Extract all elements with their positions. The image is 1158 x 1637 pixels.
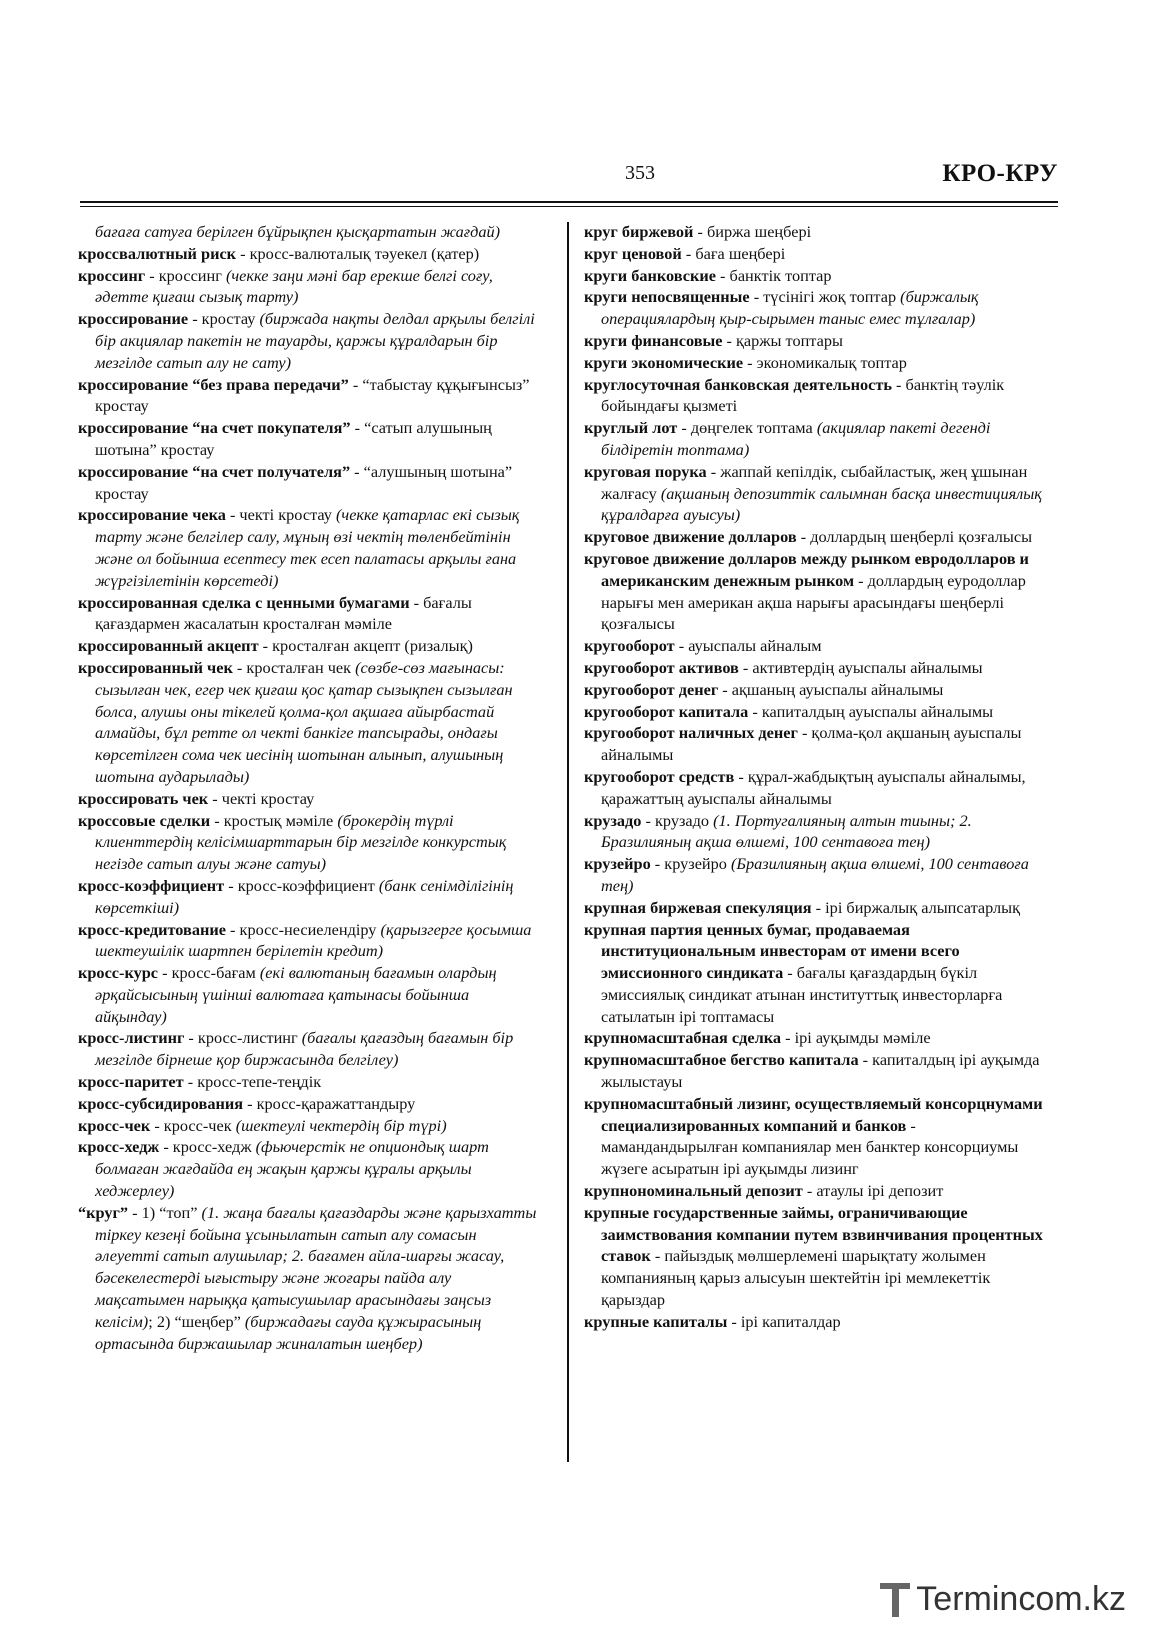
entry-term: круги экономические (584, 352, 744, 372)
entry-term: кроссирование “без права передачи” (78, 374, 349, 394)
entry-term: кроссвалютный риск (78, 243, 237, 263)
entry-term: кроссировать чек (78, 788, 209, 808)
entry-definition: - кросс-бағам (158, 963, 260, 983)
dictionary-entry (78, 1202, 543, 1355)
entry-definition: - баға шеңбері (681, 243, 786, 263)
dictionary-entry (78, 417, 543, 461)
entry-term: кругооборот (584, 636, 675, 656)
dictionary-entry (78, 1136, 543, 1201)
dictionary-entry (78, 810, 543, 875)
dictionary-entry (584, 352, 1056, 374)
dictionary-entry (584, 1202, 1056, 1311)
entry-term: круговое движение долларов (584, 527, 797, 547)
watermark-text: Termincom.kz (916, 1579, 1126, 1618)
entry-term: кросс-чек (78, 1115, 151, 1135)
entry-definition: - чекті кростау (208, 788, 315, 808)
entry-definition: - кростау (188, 309, 260, 329)
entry-term: крузадо (584, 810, 642, 830)
entry-term: круги банковские (584, 265, 716, 285)
entry-definition: - ірі капиталдар (727, 1311, 841, 1331)
entry-term: кругооборот капитала (584, 701, 749, 721)
dictionary-entry (78, 308, 543, 373)
watermark (880, 1579, 1126, 1619)
dictionary-entry (584, 1093, 1056, 1180)
dictionary-entry (78, 243, 543, 265)
dictionary-entry (584, 1311, 1056, 1333)
dictionary-entry (584, 722, 1056, 766)
entry-definition: - чекті кростау (225, 505, 337, 525)
entry-term: кросс-паритет (78, 1072, 184, 1092)
page-number: 353 (625, 162, 655, 184)
entry-term: кругооборот активов (584, 657, 739, 677)
entry-note: (чекке заңи мәні бар ерекше белгі соғу, әдетте қиғаш сызық тарту) (95, 265, 493, 307)
entry-note: бағаға сатуға берілген бұйрықпен қысқартатын жағдай) (95, 222, 501, 241)
dictionary-entry (78, 1115, 543, 1137)
entry-term: кроссовые сделки (78, 810, 211, 830)
entry-definition: - ірі ауқымды мәміле (781, 1028, 931, 1048)
entry-term: кросс-субсидирования (78, 1093, 244, 1113)
dictionary-entry (584, 853, 1056, 897)
entry-term: крупномасштабный лизинг, осуществляемый консорцнумами специализированных компаний и банков (584, 1093, 1043, 1135)
entry-note: (биржалық операциялардың қыр-сырымен таныс емес тұлғалар) (601, 287, 979, 329)
entry-definition: - крузейро (650, 854, 731, 874)
entry-definition: - құрал-жабдықтың ауыспалы айналымы, қаражаттың ауыспалы айналымы (601, 766, 1026, 808)
entry-term: крупная партия ценных бумаг, продаваемая институциональным инвесторам от имени всего эмиссионного синдиката (584, 919, 960, 983)
dictionary-entry (78, 875, 543, 919)
entry-term: кросс-кредитование (78, 919, 226, 939)
dictionary-entry (78, 504, 543, 591)
entry-term: кроссирование (78, 309, 189, 329)
entry-definition: - крузадо (641, 810, 714, 830)
termincom-logo-icon (880, 1579, 914, 1619)
entry-definition: - атаулы ірі депозит (802, 1181, 944, 1201)
dictionary-entry (584, 701, 1056, 723)
entry-note: (банк сенімділігінің көрсеткіші) (95, 875, 514, 917)
dictionary-entry (584, 635, 1056, 657)
dictionary-entry (584, 679, 1056, 701)
dictionary-entry (584, 919, 1056, 1028)
entry-term: кругооборот наличных денег (584, 723, 798, 743)
dictionary-entry (584, 286, 1056, 330)
page-header (80, 150, 1058, 210)
entry-note: (акциялар пакеті дегенді білдіретін топтама) (601, 418, 991, 459)
entry-definition: - капиталдың ауыспалы айналымы (748, 701, 994, 721)
dictionary-entry (78, 635, 543, 657)
dictionary-entry (78, 919, 543, 963)
entry-definition: - жаппай кепілдік, сыбайластық, жең ұшынан жалғасу (601, 461, 1028, 503)
entry-definition: - кросс-листинг (184, 1028, 302, 1048)
entry-note: (екі валютаның бағамын олардың әрқайсысының үшінші валютаға қатынасы бойынша айқындау) (95, 963, 497, 1026)
dictionary-entry (584, 330, 1056, 352)
entry-note: (1. жаңа бағалы қағаздарды және қарызхатты тіркеу кезеңі бойына ұсынылатын сатып алу сомасын әлеуетті сатып алушылар; 2. бағамен айла-шарғы жасау, бәсекелестерді ығыстыру және жоғары пайда алу мақсатымен нарыққа қатысушылар арасындағы заңсыз келісім) (95, 1202, 537, 1331)
dictionary-entry (584, 766, 1056, 810)
dictionary-entry (78, 221, 543, 243)
entry-definition: - бағалы қағаздармен жасалатын кросталған мәміле (95, 592, 472, 634)
entry-term: крузейро (584, 854, 651, 874)
entry-definition: - ақшаның ауыспалы айналымы (718, 679, 944, 699)
dictionary-entry (584, 1027, 1056, 1049)
entry-term: круги непосвященные (584, 287, 750, 307)
entry-term: кросс-хедж (78, 1137, 160, 1157)
entry-definition: - кроссинг (145, 265, 226, 285)
entry-definition: - кросталған чек (232, 657, 356, 677)
entry-term: кроссирование “на счет покупателя” (78, 418, 351, 438)
dictionary-entry (584, 374, 1056, 418)
entry-definition: - кросс-валюталық тәуекел (қатер) (236, 243, 480, 263)
entry-note: (ақшаның депозиттік салымнан басқа инвестициялық құралдарға ауысуы) (601, 483, 1042, 525)
entry-term: круглосуточная банковская деятельность (584, 374, 892, 394)
dictionary-entry (78, 657, 543, 788)
entry-term: кроссирование “на счет получателя” (78, 461, 351, 481)
entry-definition: - қолма-қол ақшаның ауыспалы айналымы (601, 723, 1022, 765)
right-column (584, 221, 1056, 1333)
dictionary-entry (78, 374, 543, 418)
entry-term: кросс-курс (78, 963, 159, 983)
entry-note: (бағалы қағаздың бағамын бір мезгілде бірнеше қор биржасында белгілеу) (95, 1028, 514, 1070)
entry-term: крупные государственные займы, ограничивающие заимствования компании путем взвинчивания процентных ставок (584, 1202, 1043, 1266)
entry-definition: - бағалы қағаздардың бүкіл эмиссиялық синдикат атынан институттық инвесторларға сатылатын ірі топтамасы (601, 963, 1003, 1026)
dictionary-entry (584, 221, 1056, 243)
entry-definition: - кросс-несиелендіру (225, 919, 381, 939)
dictionary-entry (584, 417, 1056, 461)
entry-definition: - кросс-тепе-теңдік (183, 1072, 322, 1092)
entry-definition: - “алушының шотына” кростау (95, 461, 513, 503)
entry-definition: - экономикалық топтар (743, 352, 907, 372)
entry-definition: - доллардың шеңберлі қозғалысы (796, 527, 1033, 547)
entry-term: крупная биржевая спекуляция (584, 897, 812, 917)
entry-term: круглый лот (584, 418, 678, 438)
entry-note: (биржадағы сауда құжырасының ортасында биржашылар жиналатын шеңбер) (95, 1311, 482, 1353)
entry-definition: - активтердің ауыспалы айналымы (738, 657, 983, 677)
dictionary-entry (78, 962, 543, 1027)
entry-definition: - “сатып алушының шотына” кростау (95, 418, 492, 459)
entry-definition: - капиталдың ірі ауқымда жылыстауы (601, 1050, 1040, 1092)
entry-term: “круг” (78, 1202, 129, 1222)
dictionary-entry (584, 657, 1056, 679)
entry-term: круги финансовые (584, 330, 723, 350)
entry-term: кроссирование чека (78, 505, 226, 525)
section-range-title: КРО-КРУ (942, 160, 1058, 187)
entry-term: крупномасштабная сделка (584, 1028, 782, 1048)
dictionary-entry (584, 243, 1056, 265)
dictionary-entry (78, 265, 543, 309)
entry-term: круговое движение долларов между рынком евродолларов и американским денежным рынком (584, 548, 1029, 590)
entry-definition: - “табыстау құқығынсыз” кростау (95, 374, 530, 416)
entry-definition: - доллардың еуродоллар нарығы мен американ ақша нарығы арасындағы шеңберлі қозғалысы (601, 570, 1026, 634)
entry-definition: - кросс-қаражаттандыру (243, 1093, 416, 1113)
entry-definition: - ірі биржалық алыпсатарлық (811, 897, 1021, 917)
entry-definition: - қаржы топтары (722, 330, 843, 350)
entry-definition: - мамандандырылған компаниялар мен банктер консорциумы жүзеге асыратын ірі ауқымды лизинг (601, 1115, 1019, 1179)
entry-definition: - кросс-хедж (159, 1137, 256, 1157)
header-rule (80, 201, 1058, 203)
dictionary-entry (78, 1093, 543, 1115)
dictionary-entry (78, 788, 543, 810)
dictionary-entry (584, 897, 1056, 919)
dictionary-entry (584, 548, 1056, 635)
entry-definition: - ауыспалы айналым (674, 636, 822, 656)
dictionary-entry (584, 1180, 1056, 1202)
entry-note: (фьючерстік не опциондық шарт болмаған жағдайда ең жақын қаржы құралы арқылы хеджерлеу) (95, 1137, 489, 1201)
dictionary-entry (78, 1027, 543, 1071)
entry-note: (қарызгерге қосымша шектеушілік шартпен берілетін кредит) (95, 919, 532, 961)
entry-note: (биржада нақты делдал арқылы белгілі бір акциялар пакетін не тауарды, қаржы құралдарын бір мезгілде сатып алу не сату) (95, 309, 535, 372)
entry-term: кругооборот денег (584, 679, 719, 699)
entry-term: круговая порука (584, 461, 707, 481)
entry-note: (чекке қатарлас екі сызық тарту және белгілер салу, мұның өзі чектің төленбейтінін және ол бойынша есептесу тек есеп палатасы арқылы ғана жүргізілетінін көрсетеді) (95, 505, 520, 590)
entry-term: круг ценовой (584, 243, 682, 263)
entry-term: крупномасштабное бегство капитала (584, 1050, 859, 1070)
entry-note: (1. Португалияның алтын тиыны; 2. Бразилияның ақша өлшемі, 100 сентавоға тең) (601, 810, 972, 852)
entry-definition: - банктік топтар (715, 265, 832, 285)
entry-note: (сөзбе-сөз мағынасы: сызылған чек, егер чек қиғаш қос қатар сызықпен сызылған болса, алушы оны тікелей қолма-қол ақшаға айырбастай алмайды, бұл ретте ол чекті банкіге тапсырады, ондағы көрсетілген сома чек иесінің шотынан алынып, алушының шотына аударылады) (95, 657, 513, 786)
dictionary-entry (584, 461, 1056, 526)
entry-note: (брокердің түрлі клиенттердің келісімшарттарын бір мезгілде конкурстық негізде сатып алуы және сатуы) (95, 810, 507, 874)
entry-definition: - пайыздық мөлшерлемені шарықтату жолымен компанияның қарыз алысуын шектейтін ірі мемлекеттік қарыздар (601, 1246, 991, 1310)
entry-term: кроссированная сделка с ценными бумагами (78, 592, 410, 612)
entry-definition: - кросс-коэффициент (224, 875, 379, 895)
column-divider (567, 222, 569, 1462)
entry-term: кроссированный чек (78, 657, 233, 677)
entry-definition: - дөңгелек топтама (677, 418, 817, 438)
entry-term: кроссированный акцепт (78, 636, 259, 656)
entry-definition: - биржа шеңбері (693, 222, 812, 241)
dictionary-entry (584, 265, 1056, 287)
entry-term: кроссинг (78, 265, 146, 285)
entry-term: кросс-листинг (78, 1028, 185, 1048)
entry-term: круг биржевой (584, 222, 694, 241)
entry-definition: - кросс-чек (150, 1115, 236, 1135)
entry-term: крупнономинальный депозит (584, 1181, 803, 1201)
dictionary-entry (78, 1071, 543, 1093)
dictionary-entry (584, 810, 1056, 854)
entry-note: (Бразилияның ақша өлшемі, 100 сентавоға тең) (601, 854, 1029, 895)
header-rule-thin (80, 206, 1058, 207)
entry-term: кросс-коэффициент (78, 875, 225, 895)
dictionary-entry (78, 461, 543, 505)
entry-definition: - банктің тәулік бойындағы қызметі (601, 374, 1005, 416)
entry-definition: ; 2) “шеңбер” (148, 1311, 245, 1331)
entry-term: крупные капиталы (584, 1311, 728, 1331)
entry-definition: - кростық мәміле (210, 810, 338, 830)
dictionary-entry (584, 1049, 1056, 1093)
entry-term: кругооборот средств (584, 766, 735, 786)
entry-definition: - 1) “топ” (128, 1202, 202, 1222)
left-column (78, 221, 543, 1354)
entry-definition: - түсінігі жоқ топтар (749, 287, 901, 307)
dictionary-entry (78, 592, 543, 636)
entry-definition: - кросталған акцепт (ризалық) (258, 636, 473, 656)
dictionary-entry (584, 526, 1056, 548)
entry-note: (шектеулі чектердің бір түрі) (235, 1115, 447, 1135)
